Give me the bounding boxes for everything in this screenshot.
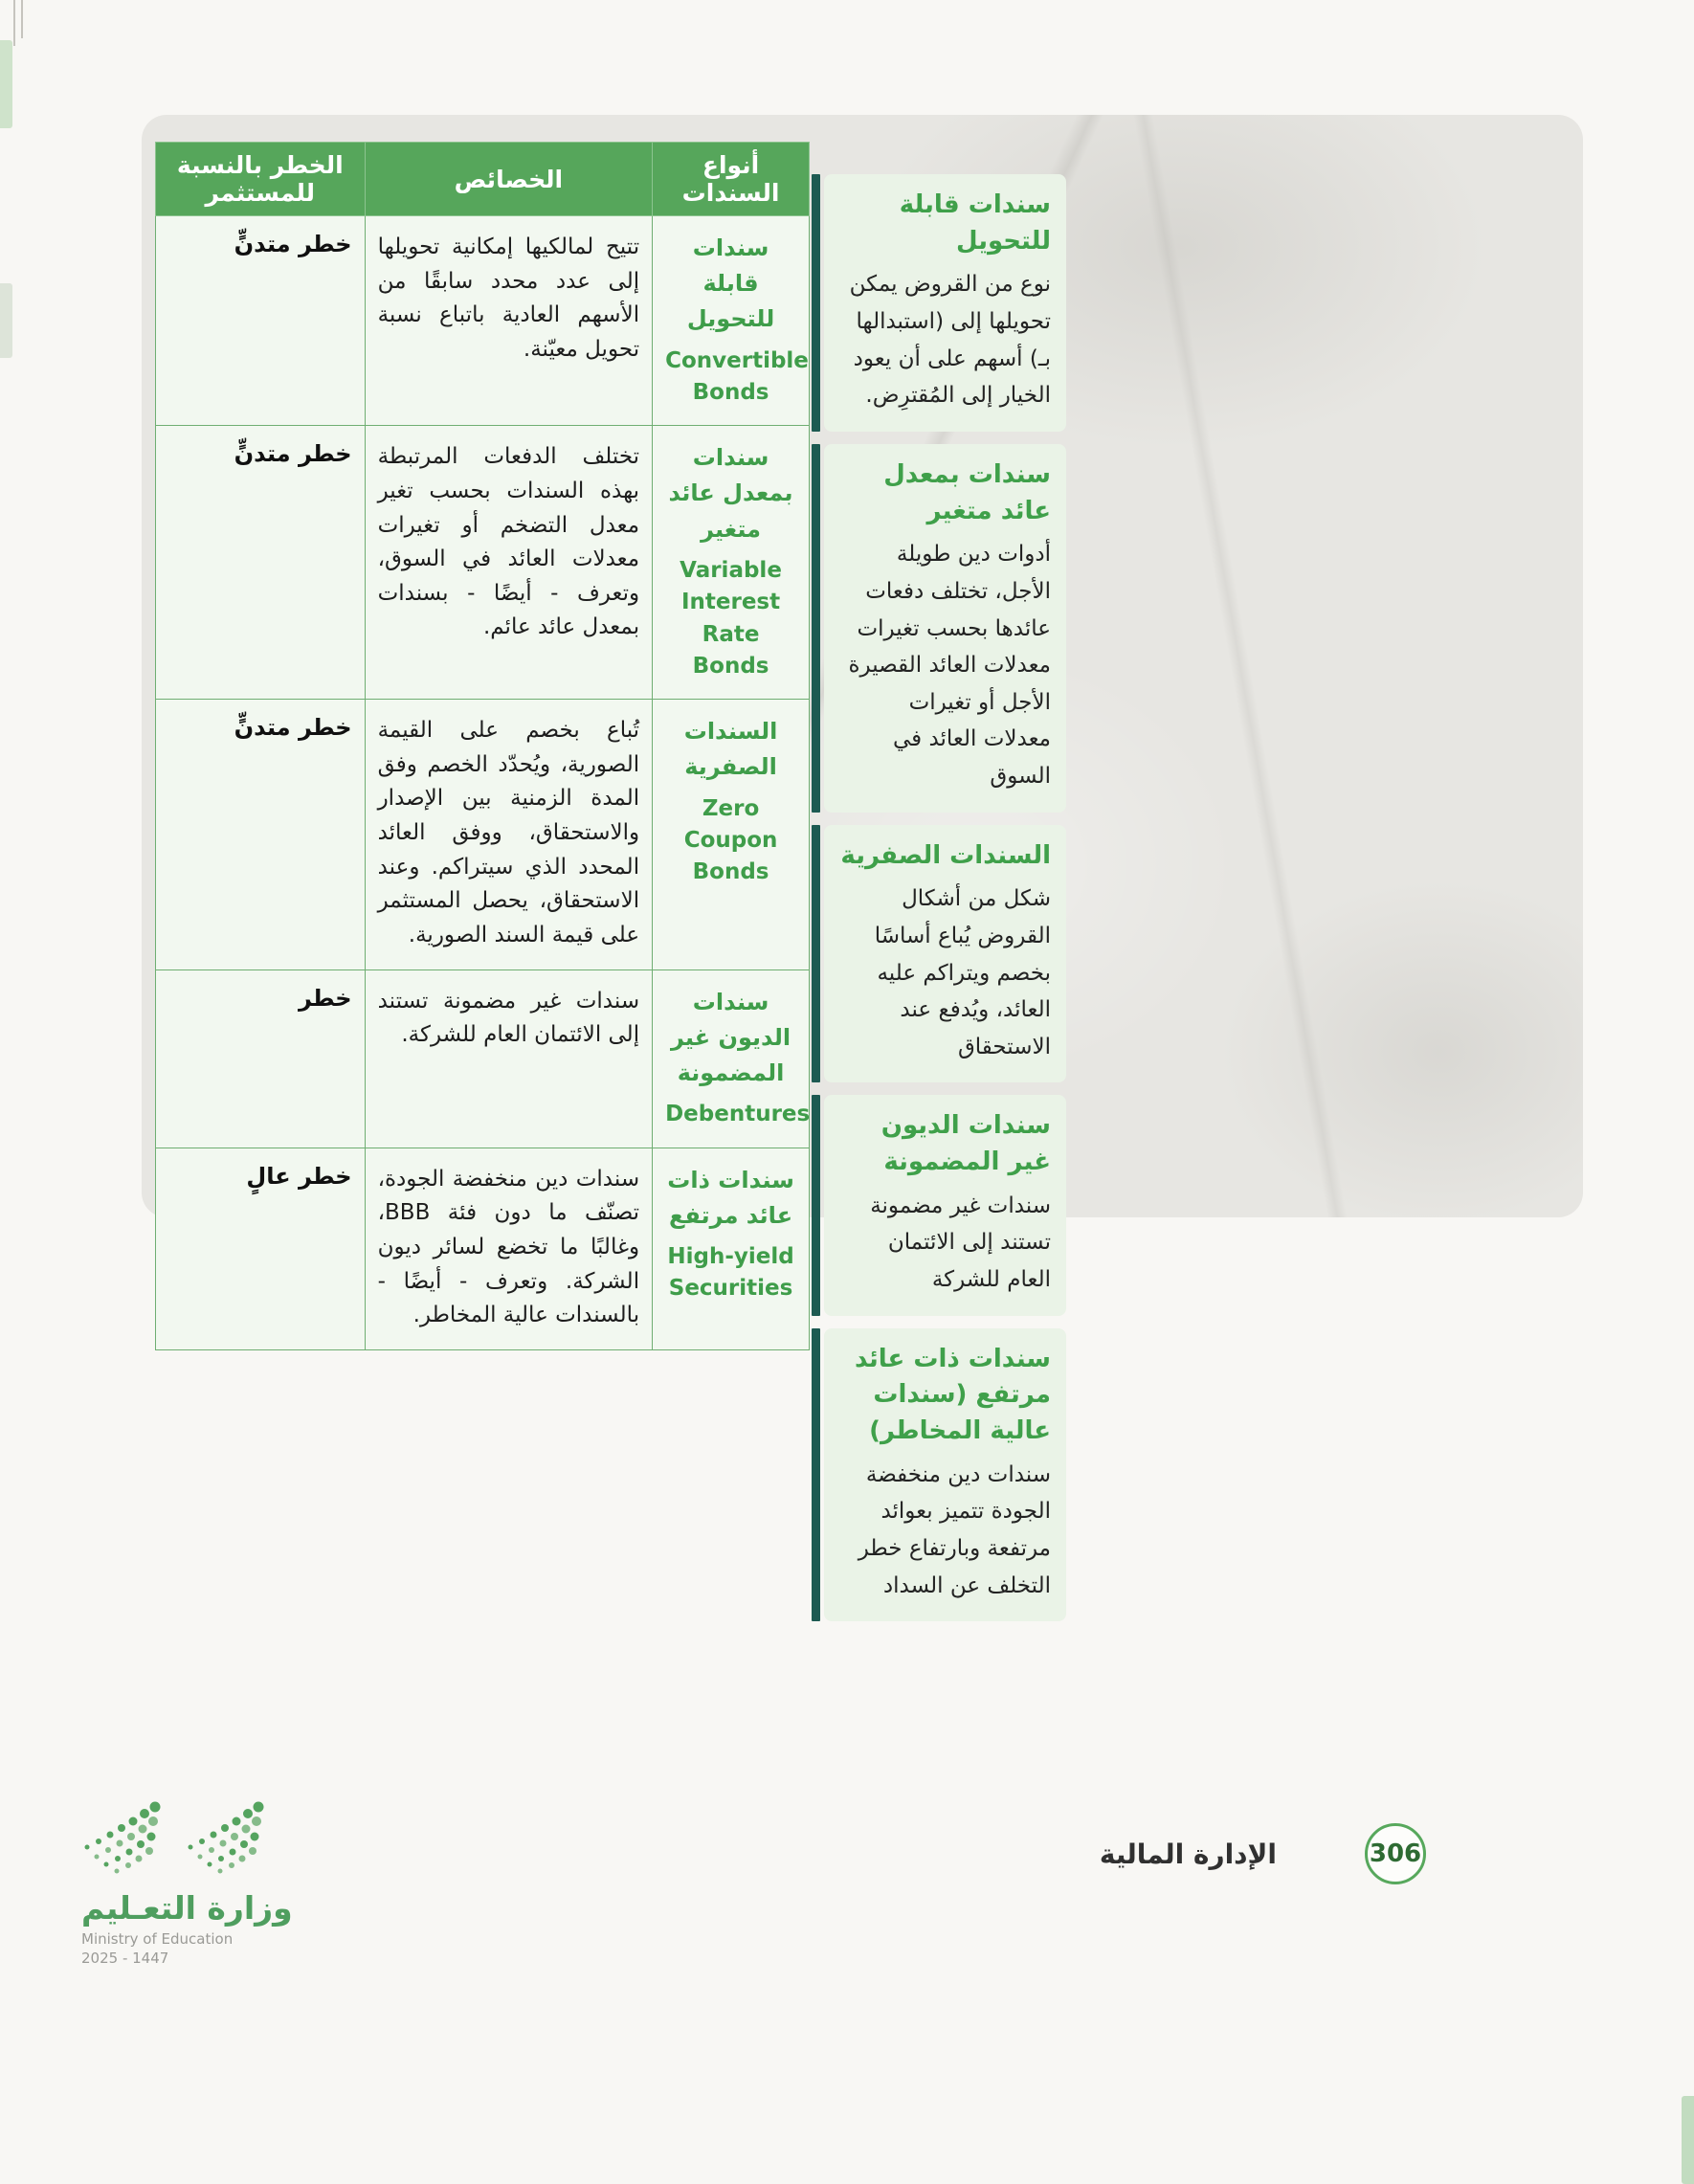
definition-title: سندات الديون غير المضمونة: [880, 1111, 1051, 1177]
edge-tab: [1682, 2096, 1694, 2184]
note-box: [824, 174, 1066, 432]
note-box: [824, 1095, 1066, 1315]
bonds-table-wrap: [155, 142, 810, 1350]
note-accent-bar: [812, 825, 820, 1083]
bond-type-english: Zero Coupon Bonds: [683, 795, 778, 885]
bond-type-arabic: السندات الصفرية: [683, 718, 778, 781]
note-accent-bar: [812, 1328, 820, 1622]
bond-type-cell: [653, 426, 810, 700]
definition-body: أدوات دين طويلة الأجل، تختلف دفعات عائدها بحسب تغيرات معدلات العائد القصيرة الأجل أو تغيرات معدلات العائد في السوق: [848, 542, 1051, 789]
ministry-name-english: Ministry of Education: [81, 1930, 234, 1948]
table-row: [156, 969, 810, 1148]
bond-characteristics: تختلف الدفعات المرتبطة بهذه السندات بحسب تغير معدل التضخم أو تغيرات معدلات العائد في السوق، وتعرف - أيضًا - بسندات بمعدل عائد عائم.: [365, 426, 653, 700]
bond-type-arabic: سندات ذات عائد مرتفع: [667, 1166, 794, 1229]
bond-type-cell: [653, 216, 810, 426]
bond-risk: خطر متدنٍّ: [156, 700, 366, 969]
bond-type-cell: [653, 700, 810, 969]
definition-note: [812, 1328, 1066, 1622]
note-box: [824, 444, 1066, 813]
bond-type-cell: [653, 969, 810, 1148]
page-number: 306: [1369, 1839, 1422, 1868]
definition-note: [812, 444, 1066, 813]
definition-title: سندات قابلة للتحويل: [899, 190, 1051, 256]
bonds-table: [155, 142, 810, 1350]
table-row: [156, 700, 810, 969]
bond-type-english: Convertible Bonds: [665, 347, 809, 405]
content-panel: [142, 115, 1583, 1598]
note-accent-bar: [812, 174, 820, 432]
bond-risk: خطر: [156, 969, 366, 1148]
page-number-badge: [1365, 1823, 1426, 1884]
header-risk: الخطر بالنسبة للمستثمر: [156, 143, 366, 216]
edge-tab: [0, 40, 12, 128]
bond-characteristics: تُباع بخصم على القيمة الصورية، ويُحدّد الخصم وفق المدة الزمنية بين الإصدار والاستحقاق، ووفق العائد المحدد الذي سيتراكم. وعند الاستحقاق، يحصل المستثمر على قيمة السند الصورية.: [365, 700, 653, 969]
bond-type-arabic: سندات بمعدل عائد متغير: [668, 444, 793, 543]
table-row: [156, 1148, 810, 1349]
definition-body: سندات دين منخفضة الجودة تتميز بعوائد مرتفعة وبارتفاع خطر التخلف عن السداد: [858, 1461, 1051, 1598]
definition-body: شكل من أشكال القروض يُباع أساسًا بخصم ويتراكم عليه العائد، ويُدفع عند الاستحقاق: [874, 886, 1051, 1059]
page-footer: [1100, 1823, 1426, 1884]
ministry-logo-dots-icon: [81, 1788, 287, 1883]
definition-title: سندات بمعدل عائد متغير: [883, 459, 1051, 525]
ministry-name-arabic: وزارة التعـليم: [81, 1889, 293, 1927]
bond-risk: خطر متدنٍّ: [156, 216, 366, 426]
bond-characteristics: سندات غير مضمونة تستند إلى الائتمان العام للشركة.: [365, 969, 653, 1148]
definition-body: سندات غير مضمونة تستند إلى الائتمان العام للشركة: [870, 1192, 1051, 1293]
bond-type-arabic: سندات قابلة للتحويل: [686, 234, 775, 333]
edge-tab: [0, 283, 12, 358]
definition-note: [812, 174, 1066, 432]
fold-mark: [21, 0, 23, 38]
table-header-row: [156, 143, 810, 216]
table-row: [156, 216, 810, 426]
definitions-sidebar: [812, 174, 1066, 1621]
bond-type-cell: [653, 1148, 810, 1349]
bond-risk: خطر متدنٍّ: [156, 426, 366, 700]
fold-mark: [13, 0, 15, 46]
bond-type-english: High-yield Securities: [667, 1243, 794, 1302]
note-box: [824, 1328, 1066, 1622]
section-title: الإدارة المالية: [1099, 1838, 1277, 1870]
definition-body: نوع من القروض يمكن تحويلها إلى (استبدالها بـ) أسهم على أن يعود الخيار إلى المُقترِض.: [849, 272, 1051, 409]
header-bond-types: أنواع السندات: [653, 143, 810, 216]
definition-note: [812, 825, 1066, 1083]
note-box: [824, 825, 1066, 1083]
bond-characteristics: سندات دين منخفضة الجودة، تصنّف ما دون فئة BBB، وغالبًا ما تخضع لسائر ديون الشركة. وتعرف - أيضًا - بالسندات عالية المخاطر.: [365, 1148, 653, 1349]
bond-characteristics: تتيح لمالكيها إمكانية تحويلها إلى عدد محدد سابقًا من الأسهم العادية باتباع نسبة تحويل معيّنة.: [365, 216, 653, 426]
definition-title: سندات ذات عائد مرتفع (سندات عالية المخاطر): [854, 1344, 1051, 1446]
ministry-logo: [81, 1788, 321, 1967]
definition-title: السندات الصفرية: [840, 840, 1051, 870]
header-characteristics: الخصائص: [365, 143, 653, 216]
note-accent-bar: [812, 444, 820, 813]
note-accent-bar: [812, 1095, 820, 1315]
bond-risk: خطر عالٍ: [156, 1148, 366, 1349]
logo-years: 2025 - 1447: [81, 1950, 169, 1967]
bond-type-english: Variable Interest Rate Bonds: [680, 557, 782, 679]
bond-type-arabic: سندات الديون غير المضمونة: [670, 988, 791, 1087]
table-row: [156, 426, 810, 700]
bond-type-english: Debentures: [665, 1102, 811, 1127]
definition-note: [812, 1095, 1066, 1315]
